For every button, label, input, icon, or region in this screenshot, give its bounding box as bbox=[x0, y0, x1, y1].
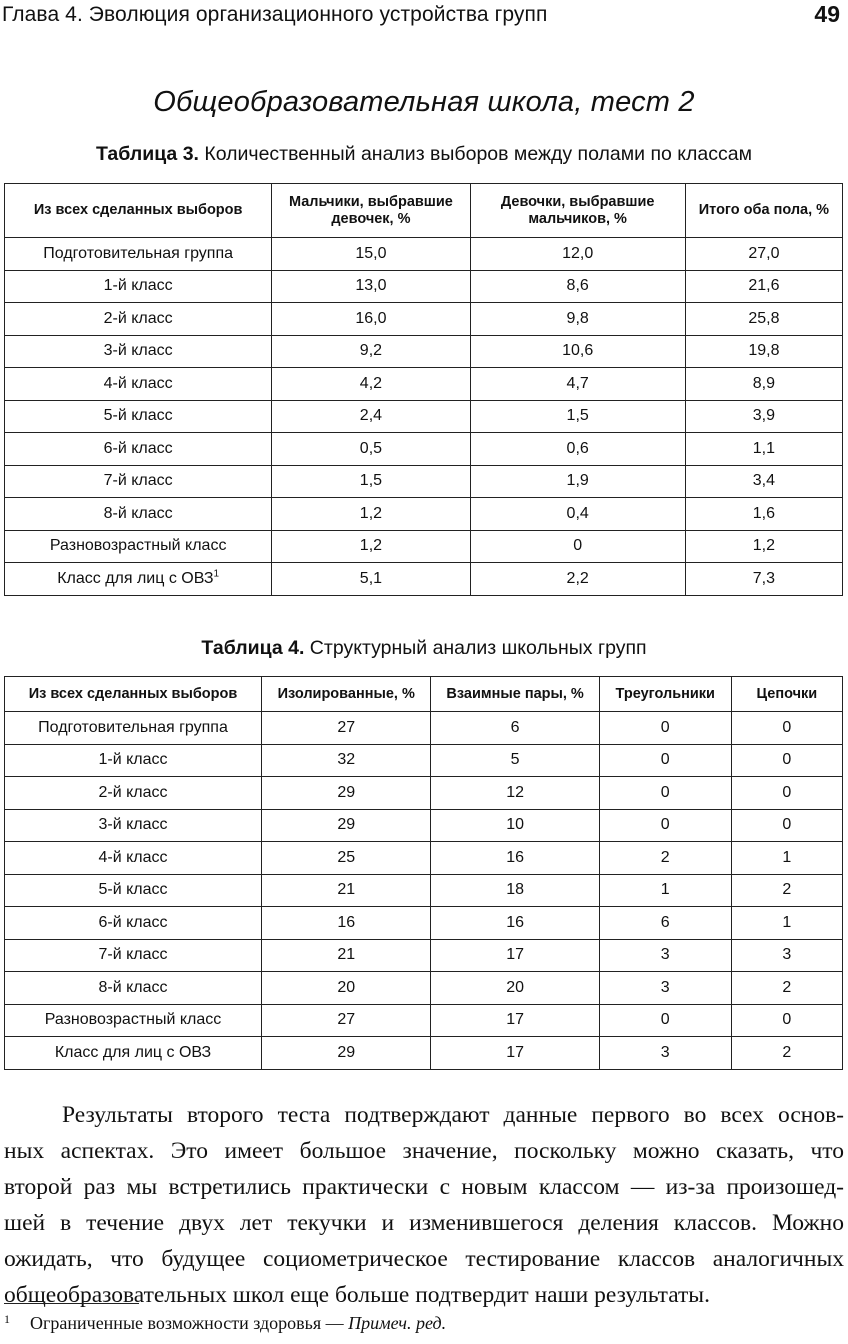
table4-cell bbox=[731, 712, 842, 745]
table4-cell bbox=[431, 809, 599, 842]
table4-cell bbox=[431, 744, 599, 777]
table3-row-label bbox=[5, 563, 272, 596]
footnote-number: 1 bbox=[4, 1312, 10, 1326]
table3-cell-text: 9,2 bbox=[359, 342, 383, 360]
table4-cell-text: 27 bbox=[337, 1011, 356, 1029]
footnote-editor-note: Примеч. ред. bbox=[348, 1313, 447, 1333]
table4-cell-text: 5 bbox=[510, 751, 520, 769]
table3-row bbox=[5, 238, 843, 271]
table3-cell-text: 5-й класс bbox=[103, 407, 173, 425]
table4-header-cell: Из всех сделанных выборов bbox=[5, 677, 262, 712]
table3-row bbox=[5, 563, 843, 596]
table4-cell-text: Подготовительная группа bbox=[38, 718, 228, 736]
table4-cell-text: 0 bbox=[660, 1011, 670, 1029]
table4-row bbox=[5, 874, 843, 907]
table4-cell bbox=[431, 907, 599, 940]
table4-cell-text: 29 bbox=[337, 783, 356, 801]
table4-cell-text: 2 bbox=[660, 848, 670, 866]
table4-cell-text: 20 bbox=[337, 978, 356, 996]
table4-cell-text: 7-й класс bbox=[98, 946, 168, 964]
table3-cell bbox=[470, 335, 685, 368]
table4-cell-text: 32 bbox=[337, 751, 356, 769]
table4-row-label bbox=[5, 777, 262, 810]
table4-cell bbox=[262, 744, 431, 777]
table4-caption-text: Структурный анализ школьных групп bbox=[304, 637, 647, 659]
table3-caption-label: Таблица 3. bbox=[96, 143, 199, 165]
table4-row bbox=[5, 1037, 843, 1070]
table3-cell-text: 3-й класс bbox=[103, 342, 173, 360]
table4-cell bbox=[262, 907, 431, 940]
table4-cell bbox=[262, 972, 431, 1005]
table3-cell-text: 1,5 bbox=[359, 472, 383, 490]
footnote-divider bbox=[4, 1303, 139, 1304]
table4-cell-text: 3-й класс bbox=[98, 816, 168, 834]
table3-cell bbox=[470, 498, 685, 531]
table4-cell bbox=[262, 712, 431, 745]
table3-row bbox=[5, 400, 843, 433]
table4-cell bbox=[731, 907, 842, 940]
table4-cell-text: 3 bbox=[660, 946, 670, 964]
table4-row bbox=[5, 972, 843, 1005]
table4-cell bbox=[262, 1004, 431, 1037]
table3-cell-text: Разновозрастный класс bbox=[49, 537, 227, 555]
table3-cell bbox=[272, 368, 470, 401]
table4-cell-text: 6 bbox=[510, 718, 520, 736]
table3-row-label bbox=[5, 238, 272, 271]
table4-cell-text: 0 bbox=[782, 1011, 792, 1029]
table4-cell bbox=[731, 809, 842, 842]
table3-cell-text: 1,9 bbox=[566, 472, 589, 490]
table4-cell-text: 0 bbox=[660, 783, 670, 801]
table3-cell-text: 1,2 bbox=[359, 537, 383, 555]
table3-cell-text: 10,6 bbox=[562, 342, 594, 360]
table4-cell-text: 5-й класс bbox=[98, 881, 168, 899]
table3-row bbox=[5, 335, 843, 368]
table3-cell bbox=[685, 563, 842, 596]
table4-cell bbox=[599, 777, 731, 810]
table4-cell-text: 3 bbox=[660, 978, 670, 996]
table3-cell-text: 0,4 bbox=[566, 504, 589, 522]
table3-row-label bbox=[5, 465, 272, 498]
table3-cell bbox=[685, 303, 842, 336]
table4-cell bbox=[599, 809, 731, 842]
table3-cell bbox=[272, 530, 470, 563]
table3-cell-text: 7-й класс bbox=[103, 472, 173, 490]
table4-row bbox=[5, 1004, 843, 1037]
table4-cell-text: Разновозрастный класс bbox=[44, 1011, 222, 1029]
table3-cell bbox=[470, 530, 685, 563]
table3-cell-text: 4-й класс bbox=[103, 374, 173, 392]
footnote-text: Ограниченные возможности здоровья — bbox=[30, 1313, 349, 1333]
table4-cell-text: 0 bbox=[782, 718, 792, 736]
table4-cell bbox=[731, 972, 842, 1005]
table3-cell-text: 25,8 bbox=[748, 309, 780, 327]
table4-row bbox=[5, 744, 843, 777]
body-line: общеобразовательных школ еще больше подтвердит наши результаты. bbox=[4, 1282, 710, 1308]
table4-cell-text: 2 bbox=[782, 1043, 792, 1061]
body-paragraph bbox=[4, 1097, 844, 1313]
table3-cell-text: 8-й класс bbox=[103, 504, 173, 522]
table4-cell bbox=[262, 842, 431, 875]
table4-cell bbox=[599, 972, 731, 1005]
table3-cell bbox=[272, 400, 470, 433]
table4-cell-text: 17 bbox=[506, 946, 525, 964]
table4-cell bbox=[731, 939, 842, 972]
table4-cell-text: Класс для лиц с ОВЗ bbox=[54, 1043, 212, 1061]
table3-cell-text: 4,7 bbox=[566, 374, 589, 392]
table4-header-cell: Треугольники bbox=[599, 677, 731, 712]
table3-row bbox=[5, 270, 843, 303]
table3-row-label bbox=[5, 303, 272, 336]
table3-cell bbox=[685, 368, 842, 401]
table3-row-label bbox=[5, 270, 272, 303]
table4-row-label bbox=[5, 809, 262, 842]
table3-cell-text: 9,8 bbox=[566, 309, 589, 327]
table4-row bbox=[5, 939, 843, 972]
table3-cell bbox=[685, 465, 842, 498]
table3-row bbox=[5, 303, 843, 336]
table4-header-cell: Изолированные, % bbox=[262, 677, 431, 712]
body-line: второй раз мы встретились практически с новым классом — из-за произошед- bbox=[4, 1174, 844, 1200]
table3-cell bbox=[685, 238, 842, 271]
table3-cell bbox=[272, 270, 470, 303]
table3-cell-text: 1,1 bbox=[752, 439, 776, 457]
page-header bbox=[0, 0, 848, 34]
table4-cell bbox=[731, 842, 842, 875]
table3-cell bbox=[272, 303, 470, 336]
table3-cell-text: Класс для лиц с ОВЗ bbox=[57, 569, 214, 587]
table4-cell-text: 0 bbox=[782, 816, 792, 834]
table3-cell bbox=[272, 238, 470, 271]
table3-cell-text: 3,4 bbox=[752, 472, 776, 490]
table3-row bbox=[5, 498, 843, 531]
table4-cell-text: 6-й класс bbox=[98, 913, 168, 931]
footnote bbox=[4, 1313, 844, 1334]
table4-cell-text: 16 bbox=[337, 913, 356, 931]
table4-cell-text: 2-й класс bbox=[98, 783, 168, 801]
table3-cell bbox=[272, 465, 470, 498]
table3-cell-text: Подготовительная группа bbox=[43, 244, 234, 262]
table3-cell bbox=[470, 270, 685, 303]
table4-cell-text: 12 bbox=[506, 783, 525, 801]
table3-cell-text: 0,5 bbox=[359, 439, 383, 457]
table4-cell bbox=[262, 809, 431, 842]
table3-row bbox=[5, 433, 843, 466]
table4-cell-text: 8-й класс bbox=[98, 978, 168, 996]
table3-cell bbox=[685, 433, 842, 466]
table4-row-label bbox=[5, 842, 262, 875]
table4-cell bbox=[262, 939, 431, 972]
body-line: Результаты второго теста подтверждают данные первого во всех основ- bbox=[62, 1102, 844, 1128]
table3-cell-text: 1,6 bbox=[752, 504, 776, 522]
table4-caption bbox=[0, 637, 848, 660]
table4-cell bbox=[431, 874, 599, 907]
table4-header-cell: Цепочки bbox=[731, 677, 842, 712]
table3-cell-text: 27,0 bbox=[748, 244, 780, 262]
table3-cell-text: 2,2 bbox=[566, 569, 589, 587]
table4-cell-text: 18 bbox=[506, 881, 525, 899]
table3-cell-text: 1-й класс bbox=[103, 277, 173, 295]
table3-cell-text: 0,6 bbox=[566, 439, 589, 457]
table3-cell-text: 12,0 bbox=[562, 244, 594, 262]
table3-cell bbox=[685, 530, 842, 563]
table3-caption-text: Количественный анализ выборов между полами по классам bbox=[198, 143, 752, 165]
table3-cell-text: 1,2 bbox=[752, 537, 776, 555]
table3-row-label bbox=[5, 530, 272, 563]
table4-cell bbox=[731, 1037, 842, 1070]
table3-header-cell: Итого оба пола, % bbox=[685, 184, 842, 238]
table3-cell-text: 6-й класс bbox=[103, 439, 173, 457]
table4-cell-text: 1-й класс bbox=[98, 751, 168, 769]
table3-header-row bbox=[5, 184, 843, 238]
table3-cell-text: 0 bbox=[573, 537, 583, 555]
table3-cell bbox=[272, 563, 470, 596]
table4-row bbox=[5, 842, 843, 875]
table4-cell bbox=[599, 1037, 731, 1070]
table4-cell bbox=[599, 842, 731, 875]
table4-cell-text: 0 bbox=[660, 816, 670, 834]
table4-cell bbox=[731, 777, 842, 810]
table3-header-cell: Из всех сделанных выборов bbox=[5, 184, 272, 238]
table4-caption-label: Таблица 4. bbox=[201, 637, 305, 659]
table4-cell-text: 2 bbox=[782, 881, 792, 899]
table3-cell bbox=[470, 465, 685, 498]
table4-cell-text: 2 bbox=[782, 978, 792, 996]
table3-row bbox=[5, 465, 843, 498]
table4-cell bbox=[431, 939, 599, 972]
table3-cell-text: 3,9 bbox=[752, 407, 776, 425]
table4-cell-text: 6 bbox=[660, 913, 670, 931]
table3-row-label bbox=[5, 335, 272, 368]
table4-cell-text: 3 bbox=[782, 946, 792, 964]
table3-header-cell: Девочки, выбравшие мальчиков, % bbox=[470, 184, 685, 238]
table4-row bbox=[5, 712, 843, 745]
table4-header-row bbox=[5, 677, 843, 712]
table3-cell-text: 8,9 bbox=[752, 374, 776, 392]
table3-cell bbox=[272, 498, 470, 531]
body-line: шей в течение двух лет текучки и изменившегося деления классов. Можно bbox=[4, 1210, 844, 1236]
table3-cell bbox=[685, 335, 842, 368]
table3-row-label bbox=[5, 400, 272, 433]
table4-row-label bbox=[5, 874, 262, 907]
table4-cell-text: 0 bbox=[660, 751, 670, 769]
body-line: ожидать, что будущее социометрическое тестирование классов аналогичных bbox=[4, 1246, 844, 1272]
table4-row bbox=[5, 809, 843, 842]
table3-cell-text: 1,5 bbox=[566, 407, 589, 425]
table4-cell-text: 21 bbox=[337, 946, 356, 964]
table3-cell bbox=[272, 335, 470, 368]
table3-cell bbox=[470, 303, 685, 336]
table4-cell bbox=[431, 972, 599, 1005]
table4-row-label bbox=[5, 1004, 262, 1037]
table4-cell-text: 1 bbox=[660, 881, 670, 899]
table3-caption bbox=[0, 143, 848, 166]
table3-cell bbox=[470, 400, 685, 433]
table3-cell bbox=[685, 400, 842, 433]
table3-cell-text: 16,0 bbox=[355, 309, 387, 327]
table4-cell bbox=[262, 777, 431, 810]
table3-cell-text: 8,6 bbox=[566, 277, 589, 295]
table3-cell bbox=[272, 433, 470, 466]
table4-header-cell: Взаимные пары, % bbox=[431, 677, 599, 712]
table4-cell bbox=[431, 842, 599, 875]
table3 bbox=[4, 183, 843, 596]
table4-cell-text: 3 bbox=[660, 1043, 670, 1061]
table4-cell bbox=[431, 712, 599, 745]
table4-cell bbox=[599, 907, 731, 940]
table4-row-label bbox=[5, 1037, 262, 1070]
table4-cell-text: 17 bbox=[506, 1043, 525, 1061]
table3-cell-text: 21,6 bbox=[748, 277, 780, 295]
table4-cell-text: 0 bbox=[660, 718, 670, 736]
table3-cell bbox=[470, 238, 685, 271]
table3-cell-text: 15,0 bbox=[355, 244, 387, 262]
table3-row-label bbox=[5, 368, 272, 401]
table4-row-label bbox=[5, 712, 262, 745]
table4-cell-text: 16 bbox=[506, 913, 525, 931]
table4-cell bbox=[731, 1004, 842, 1037]
table3-cell-text: 2,4 bbox=[359, 407, 383, 425]
table4-cell bbox=[262, 874, 431, 907]
table4-cell bbox=[599, 874, 731, 907]
table3-cell bbox=[685, 498, 842, 531]
table4 bbox=[4, 676, 843, 1070]
table3-cell-text: 5,1 bbox=[359, 569, 383, 587]
table4-cell-text: 29 bbox=[337, 816, 356, 834]
table4-row bbox=[5, 907, 843, 940]
table4-cell-text: 1 bbox=[782, 913, 792, 931]
table3-cell bbox=[470, 433, 685, 466]
body-line: ных аспектах. Это имеет большое значение, поскольку можно сказать, что bbox=[4, 1138, 844, 1164]
table4-cell bbox=[262, 1037, 431, 1070]
footnote-reference: 1 bbox=[213, 568, 220, 580]
table3-cell-text: 1,2 bbox=[359, 504, 383, 522]
table4-row-label bbox=[5, 972, 262, 1005]
table4-cell bbox=[599, 712, 731, 745]
table3-cell-text: 4,2 bbox=[359, 374, 383, 392]
table4-cell-text: 0 bbox=[782, 751, 792, 769]
table4-cell bbox=[731, 874, 842, 907]
table3-cell bbox=[470, 563, 685, 596]
table3-row-label bbox=[5, 498, 272, 531]
page-number: 49 bbox=[814, 1, 840, 27]
table4-cell bbox=[599, 939, 731, 972]
table4-cell-text: 21 bbox=[337, 881, 356, 899]
table3-cell bbox=[470, 368, 685, 401]
table3-row bbox=[5, 530, 843, 563]
table3-cell-text: 2-й класс bbox=[103, 309, 173, 327]
table4-cell bbox=[731, 744, 842, 777]
table3-row-label bbox=[5, 433, 272, 466]
table4-cell-text: 17 bbox=[506, 1011, 525, 1029]
table4-cell bbox=[431, 1004, 599, 1037]
table4-cell bbox=[431, 1037, 599, 1070]
table4-row-label bbox=[5, 939, 262, 972]
table4-cell-text: 1 bbox=[782, 848, 792, 866]
table4-row-label bbox=[5, 907, 262, 940]
table4-cell-text: 25 bbox=[337, 848, 356, 866]
table4-cell-text: 4-й класс bbox=[98, 848, 168, 866]
table4-cell bbox=[599, 1004, 731, 1037]
table3-row bbox=[5, 368, 843, 401]
table4-cell bbox=[599, 744, 731, 777]
table3-cell-text: 13,0 bbox=[355, 277, 387, 295]
table3-cell bbox=[685, 270, 842, 303]
table4-cell bbox=[431, 777, 599, 810]
table4-cell-text: 0 bbox=[782, 783, 792, 801]
table4-cell-text: 16 bbox=[506, 848, 525, 866]
table4-cell-text: 10 bbox=[506, 816, 525, 834]
table4-cell-text: 20 bbox=[506, 978, 525, 996]
table3-header-cell: Мальчики, выбравшие девочек, % bbox=[272, 184, 470, 238]
table4-row-label bbox=[5, 744, 262, 777]
table4-cell-text: 27 bbox=[337, 718, 356, 736]
section-title: Общеобразовательная школа, тест 2 bbox=[153, 86, 695, 118]
table3-cell-text: 19,8 bbox=[748, 342, 780, 360]
table4-row bbox=[5, 777, 843, 810]
table4-cell-text: 29 bbox=[337, 1043, 356, 1061]
chapter-title: Глава 4. Эволюция организационного устройства групп bbox=[2, 3, 548, 26]
table3-cell-text: 7,3 bbox=[752, 569, 776, 587]
